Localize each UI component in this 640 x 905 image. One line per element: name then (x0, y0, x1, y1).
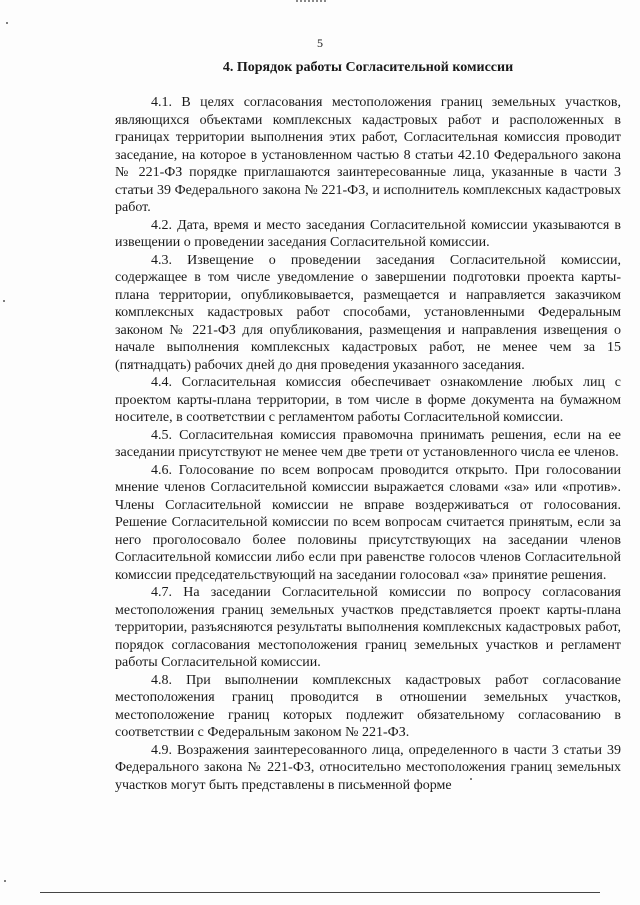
scan-artifact (296, 0, 326, 5)
paragraph-4-1: 4.1. В целях согласования местоположения границ земельных участков, являющихся объектами комплексных кадастровых работ и расположенных в границах территории выполнения этих работ, Согласительная комиссия проводит заседание, на которое в установленном частью 8 статьи 42.10 Федерального закона № 221-ФЗ порядке приглашаются заинтересованные лица, указанные в части 3 статьи 39 Федерального закона № 221-ФЗ, и исполнитель комплексных кадастровых работ. (115, 95, 621, 215)
page-bottom-edge (40, 892, 600, 893)
scan-speck (6, 22, 8, 24)
paragraph-4-2: 4.2. Дата, время и место заседания Согласительной комиссии указываются в извещении о проведении заседания Согласительной комиссии. (115, 217, 621, 250)
scan-speck (4, 880, 6, 882)
paragraph-4-5: 4.5. Согласительная комиссия правомочна принимать решения, если на ее заседании присутствуют не менее чем две трети от установленного числа ее членов. (115, 427, 621, 460)
paragraph-4-4: 4.4. Согласительная комиссия обеспечивает ознакомление любых лиц с проектом карты-плана территории, в том числе в форме документа на бумажном носителе, в соответствии с регламентом работы Согласительной комиссии. (115, 375, 621, 425)
document-body (115, 94, 621, 794)
scan-speck (470, 778, 472, 780)
scan-speck (3, 300, 5, 302)
paragraph-4-6: 4.6. Голосование по всем вопросам проводится открыто. При голосовании мнение членов Согласительной комиссии выражается словами «за» или «против». Члены Согласительной комиссии не вправе воздерживаться от голосования. Решение Согласительной комиссии по всем вопросам считается принятым, если за него проголосовало более половины присутствующих на заседании членов Согласительной комиссии либо если при равенстве голосов членов Согласительной комиссии председательствующий на заседании голосовал «за» принятие решения. (115, 462, 621, 583)
paragraph-4-9: 4.9. Возражения заинтересованного лица, определенного в части 3 статьи 39 Федерального закона № 221-ФЗ, относительно местоположения границ земельных участков могут быть представлены в письменной форме (115, 742, 621, 793)
paragraph-4-3: 4.3. Извещение о проведении заседания Согласительной комиссии, содержащее в том числе уведомление о завершении подготовки проекта карты-плана территории, опубликовывается, размещается и направляется заказчиком комплексных кадастровых работ способами, установленными Федеральным законом № 221-ФЗ для опубликования, размещения и направления извещения о начале выполнения комплексных кадастровых работ, не менее чем за 15 (пятнадцать) рабочих дней до дня проведения указанного заседания. (115, 252, 621, 373)
paragraph-4-7: 4.7. На заседании Согласительной комиссии по вопросу согласования местоположения границ земельных участков представляется проект карты-плана территории, разъясняются результаты выполнения комплексных кадастровых работ, порядок согласования местоположения границ земельных участков и регламент работы Согласительной комиссии. (115, 585, 621, 670)
page-number: 5 (317, 36, 323, 50)
section-heading: 4. Порядок работы Согласительной комиссии (222, 60, 514, 75)
paragraph-4-8: 4.8. При выполнении комплексных кадастровых работ согласование местоположения границ проводится в отношении земельных участков, местоположение границ которых подлежит обязательному согласованию в соответствии с Федеральным законом № 221-ФЗ. (115, 672, 621, 740)
